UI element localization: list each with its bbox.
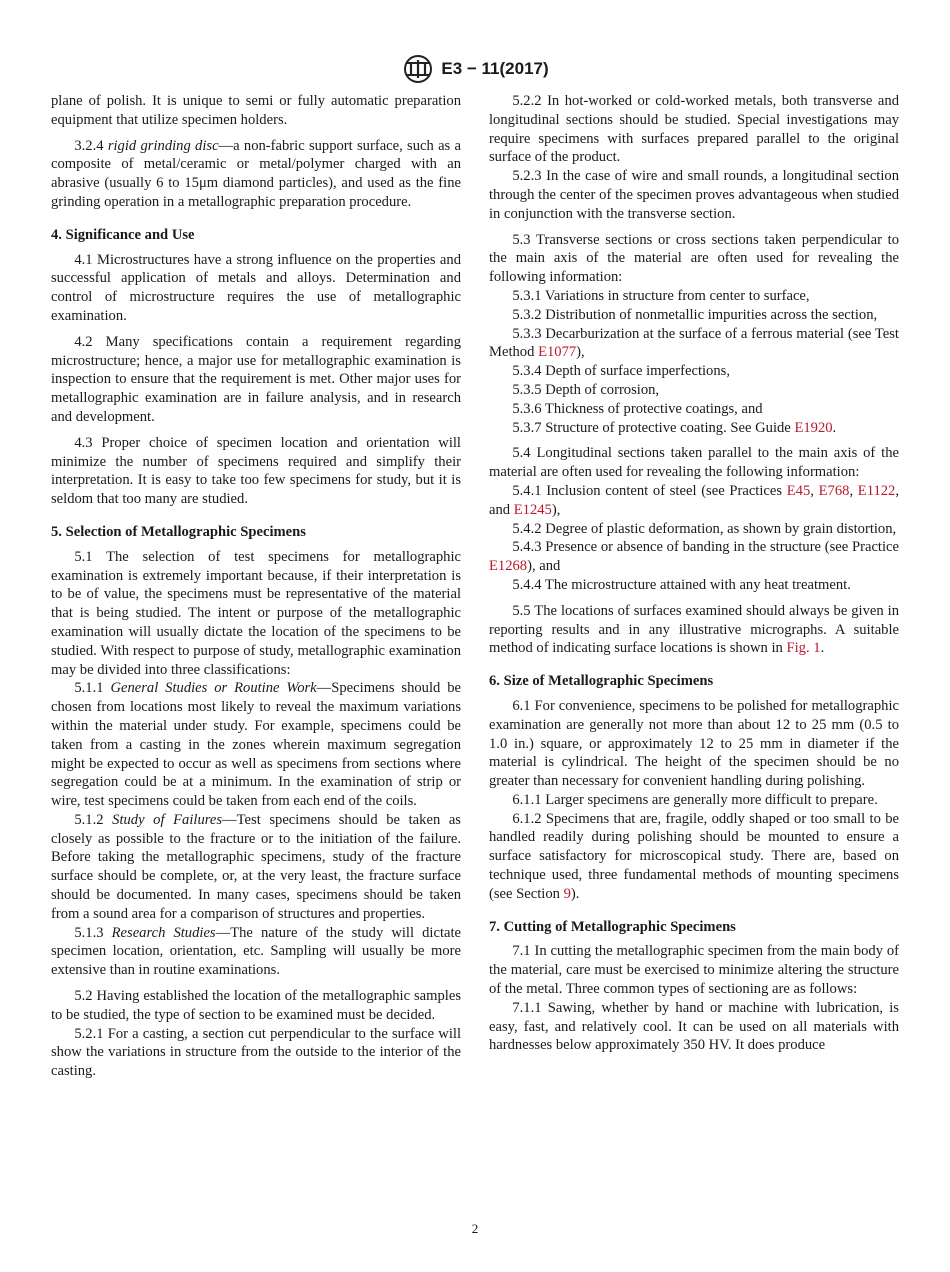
paragraph-5-2-3: 5.2.3 In the case of wire and small rounds, a longitudinal section through the center of the specimen proves advantageous when studied in conjunction with the transverse section. bbox=[489, 168, 899, 222]
paragraph-5-2: 5.2 Having established the location of the metallographic samples to be studied, the type of section to be examined must be decided. bbox=[51, 988, 461, 1023]
paragraph-5-3-7: 5.3.7 Structure of protective coating. See Guide E1920. bbox=[512, 419, 837, 436]
paragraph-5-5: 5.5 The locations of surfaces examined should always be given in reporting results and in any illustrative micrographs. A suitable method of indicating surface locations is shown in Fig. 1. bbox=[489, 602, 899, 657]
paragraph-5-1: 5.1 The selection of test specimens for metallographic examination is extremely important because, if their interpretation is to be of value, the specimens must be representative of the material that is being studied. The intent or purpose of the metallographic examination will usually dictate the location of the specimens to be studied. With respect to purpose of study, metallographic examination may be divided into three classifications: bbox=[51, 548, 461, 678]
paragraph-5-4-3: 5.4.3 Presence or absence of banding in the structure (see Practice E1268), and bbox=[489, 539, 899, 575]
paragraph-7-1-1: 7.1.1 Sawing, whether by hand or machine with lubrication, is easy, fast, and relatively cool. It can be used on all materials with hardnesses below approximately 350 HV. It does produce bbox=[489, 999, 899, 1054]
right-column bbox=[489, 92, 899, 1055]
paragraph-5-4-1: 5.4.1 Inclusion content of steel (see Practices E45, E768, E1122, and E1245), bbox=[489, 482, 899, 518]
paragraph-5-1-3: 5.1.3 Research Studies—The nature of the study will dictate specimen location, orientation, etc. Sampling will usually be more extensive than in routine examinations. bbox=[51, 924, 462, 979]
ref-link-section-9[interactable]: 9 bbox=[563, 885, 571, 902]
ref-link-e1920[interactable]: E1920 bbox=[794, 419, 833, 436]
paragraph-6-1-2: 6.1.2 Specimens that are, fragile, oddly shaped or too small to be handled readily during polishing should be mounted to ensure a surface satisfactory for microscopical study. There are, based on technique used, three fundamental methods of mounting specimens (see Section 9). bbox=[489, 810, 899, 902]
astm-logo bbox=[401, 54, 435, 84]
paragraph-4-1: 4.1 Microstructures have a strong influence on the properties and successful application of metals and alloys. Determination and control of microstructure requires the use of metallographic examination. bbox=[51, 251, 461, 324]
paragraph-7-1: 7.1 In cutting the metallographic specimen from the main body of the material, care must be exercised to minimize altering the structure of the metal. Three common types of sectioning are as follows: bbox=[489, 943, 899, 998]
ref-link-e768[interactable]: E768 bbox=[818, 482, 850, 499]
paragraph-5-1-1: 5.1.1 General Studies or Routine Work—Specimens should be chosen from locations most likely to reveal the maximum variations within the material under study. For example, specimens could be taken from a casting in the zones wherein maximum segregation might be expected to occur as well as specimens from sections where segregation could be at a minimum. In the examination of strip or wire, test specimens could be taken from each end of the coils. bbox=[51, 680, 461, 810]
section-heading-6: 6. Size of Metallographic Specimens bbox=[489, 673, 714, 690]
paragraph-5-3-3: 5.3.3 Decarburization at the surface of a ferrous material (see Test Method E1077), bbox=[489, 325, 899, 361]
ref-link-e1122[interactable]: E1122 bbox=[857, 482, 896, 499]
paragraph-5-3-1: 5.3.1 Variations in structure from center to surface, bbox=[512, 287, 810, 304]
ref-link-e1268[interactable]: E1268 bbox=[489, 558, 528, 575]
paragraph-5-4-2: 5.4.2 Degree of plastic deformation, as shown by grain distortion, bbox=[512, 520, 897, 537]
paragraph-5-3-2: 5.3.2 Distribution of nonmetallic impurities across the section, bbox=[512, 306, 878, 323]
paragraph-4-2: 4.2 Many specifications contain a requirement regarding microstructure; hence, a major use for metallographic examination is inspection to ensure that the requirement is met. Other major uses for metallographic examination are in failure analysis, and in research and development. bbox=[51, 333, 461, 425]
paragraph-5-1-2: 5.1.2 Study of Failures—Test specimens should be taken as closely as possible to the fracture or to the initiation of the failure. Before taking the metallographic specimens, study of the fracture surface should be complete, or, at the very least, the fracture surface should be documented. In many cases, specimens should be taken from a sound area for a comparison of structures and properties. bbox=[51, 811, 461, 922]
term: General Studies or Routine Work bbox=[110, 680, 317, 697]
paragraph-5-3: 5.3 Transverse sections or cross sections taken perpendicular to the main axis of the material are often used for revealing the following information: bbox=[489, 231, 899, 286]
paragraph: plane of polish. It is unique to semi or fully automatic preparation equipment that utilize specimen holders. bbox=[51, 93, 461, 128]
paragraph-5-3-4: 5.3.4 Depth of surface imperfections, bbox=[512, 363, 730, 380]
ref-link-e45[interactable]: E45 bbox=[786, 482, 811, 499]
paragraph-5-2-2: 5.2.2 In hot-worked or cold-worked metals, both transverse and longitudinal sections should be studied. Special investigations may require specimens with surfaces prepared parallel to the original surface of the product. bbox=[489, 93, 899, 166]
term: rigid grinding disc bbox=[107, 137, 219, 154]
section-heading-5: 5. Selection of Metallographic Specimens bbox=[51, 523, 306, 540]
term: Study of Failures bbox=[112, 811, 223, 828]
paragraph-5-3-6: 5.3.6 Thickness of protective coatings, and bbox=[512, 400, 763, 417]
ref-link-e1077[interactable]: E1077 bbox=[538, 344, 577, 361]
paragraph-5-3-5: 5.3.5 Depth of corrosion, bbox=[512, 381, 660, 398]
ref-link-fig-1[interactable]: Fig. 1 bbox=[786, 640, 821, 657]
ref-link-e1245[interactable]: E1245 bbox=[513, 501, 552, 518]
paragraph-5-2-1: 5.2.1 For a casting, a section cut perpendicular to the surface will show the variations in structure from the outside to the interior of the casting. bbox=[51, 1025, 461, 1080]
paragraph-5-4-4: 5.4.4 The microstructure attained with any heat treatment. bbox=[512, 576, 851, 593]
section-heading-4: 4. Significance and Use bbox=[51, 226, 195, 243]
left-column bbox=[51, 92, 461, 1081]
document-id: E3 − 11(2017) bbox=[441, 59, 549, 78]
section-heading-7: 7. Cutting of Metallographic Specimens bbox=[489, 918, 736, 935]
paragraph-4-3: 4.3 Proper choice of specimen location and orientation will minimize the number of specimens required and simplify their interpretation. It is easy to take too few specimens for study, but it is seldom that too many are studied. bbox=[51, 434, 461, 508]
paragraph-6-1-1: 6.1.1 Larger specimens are generally more difficult to prepare. bbox=[512, 791, 878, 808]
term: Research Studies bbox=[111, 924, 216, 941]
page-header bbox=[0, 52, 950, 86]
page-number: 2 bbox=[471, 1221, 479, 1236]
paragraph-3-2-4: 3.2.4 rigid grinding disc—a non-fabric support surface, such as a composite of metal/ceramic or metal/polymer charged with an abrasive (usually 6 to 15μm diamond particles), and used as the fine grinding operation in a metallographic preparation procedure. bbox=[51, 137, 461, 210]
paragraph-6-1: 6.1 For convenience, specimens to be polished for metallographic examination are generally not more than about 12 to 25 mm (0.5 to 1.0 in.) square, or approximately 12 to 25 mm in diameter if the material is cylindrical. The height of the specimen should be no greater than necessary for convenient handling during polishing. bbox=[489, 697, 899, 790]
paragraph-5-4: 5.4 Longitudinal sections taken parallel to the main axis of the material are often used for revealing the following information: bbox=[489, 445, 899, 481]
